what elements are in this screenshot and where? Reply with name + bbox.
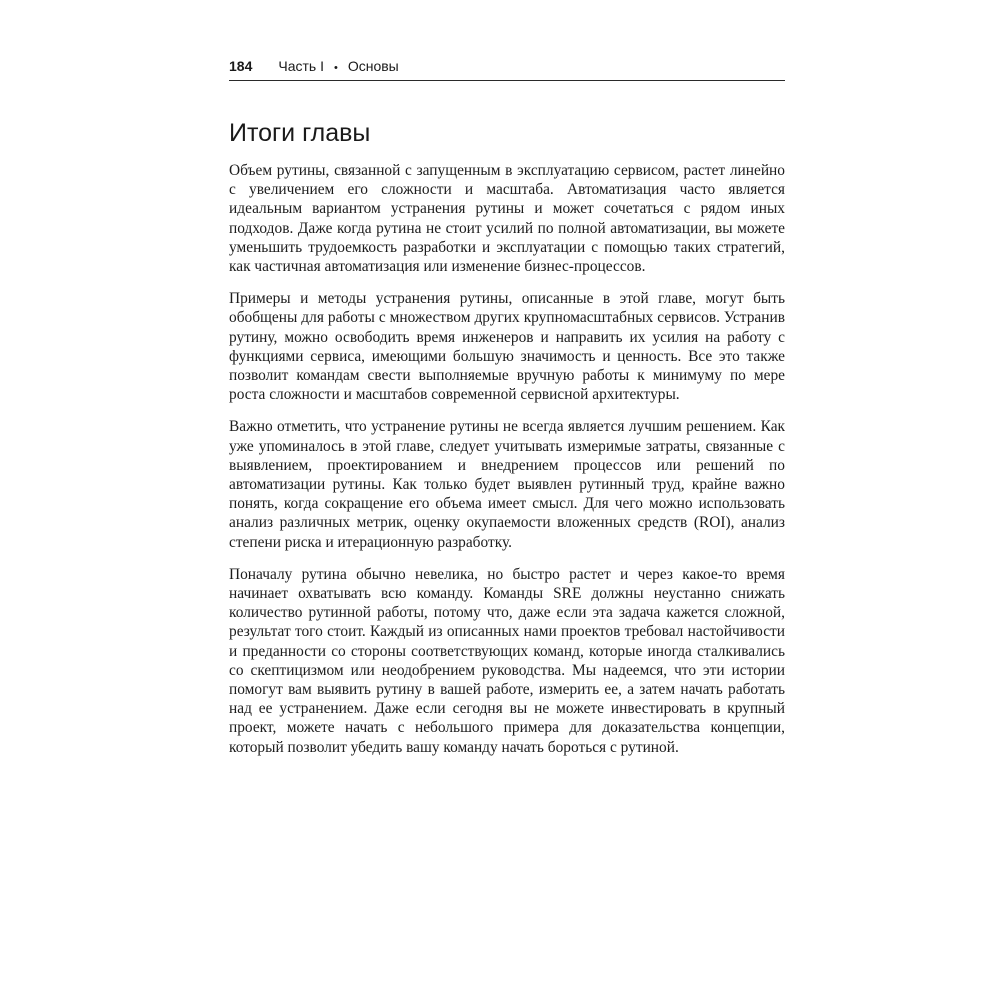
paragraph-2: Примеры и методы устранения рутины, описанные в этой главе, могут быть обобщены для работы с множеством других крупномасштабных сервисов. Устранив рутину, можно освободить время инженеров и направить их усилия на работу с функциями сервиса, имеющими большую значимость и ценность. Все это также позволит командам свести выполняемые вручную работы к минимуму по мере роста сложности и масштабов современной сервисной архитектуры. bbox=[229, 290, 785, 404]
section-title: Итоги главы bbox=[229, 119, 371, 147]
paragraph-1: Объем рутины, связанной с запущенным в эксплуатацию сервисом, растет линейно с увеличением его сложности и масштаба. Автоматизация часто является идеальным вариантом устранения рутины и может сочетаться с рядом иных подходов. Даже когда рутина не стоит усилий по полной автоматизации, вы можете уменьшить трудоемкость разработки и эксплуатации с помощью таких стратегий, как частичная автоматизация или изменение бизнес-процессов. bbox=[229, 162, 785, 276]
header-bullet: • bbox=[333, 62, 338, 74]
paragraph-4: Поначалу рутина обычно невелика, но быстро растет и через какое-то время начинает охватывать всю команду. Команды SRE должны неустанно снижать количество рутинной работы, потому что, даже если эта задача кажется сложной, результат того стоит. Каждый из описанных нами проектов требовал настойчивости и преданности со стороны соответствующих команд, которые иногда сталкивались со скептицизмом или неодобрением руководства. Мы надеемся, что эти истории помогут вам выявить рутину в вашей работе, измерить ее, а затем начать работать над ее устранением. Даже если сегодня вы не можете инвестировать в крупный проект, можете начать с небольшого примера для доказательства концепции, который позволит убедить вашу команду начать бороться с рутиной. bbox=[229, 565, 785, 756]
page-number: 184 bbox=[229, 58, 253, 74]
header-section-label: Основы bbox=[347, 58, 399, 74]
running-header bbox=[229, 58, 785, 80]
header-rule bbox=[229, 80, 785, 81]
header-part-label: Часть I bbox=[278, 58, 324, 74]
book-page bbox=[229, 58, 785, 770]
paragraph-3: Важно отметить, что устранение рутины не всегда является лучшим решением. Как уже упоминалось в этой главе, следует учитывать измеримые затраты, связанные с выявлением, проектированием и внедрением процессов или решений по автоматизации рутины. Как только будет выявлен рутинный труд, крайне важно понять, когда сокращение его объема имеет смысл. Для чего можно использовать анализ различных метрик, оценку окупаемости вложенных средств (ROI), анализ степени риска и итерационную разработку. bbox=[229, 418, 785, 551]
